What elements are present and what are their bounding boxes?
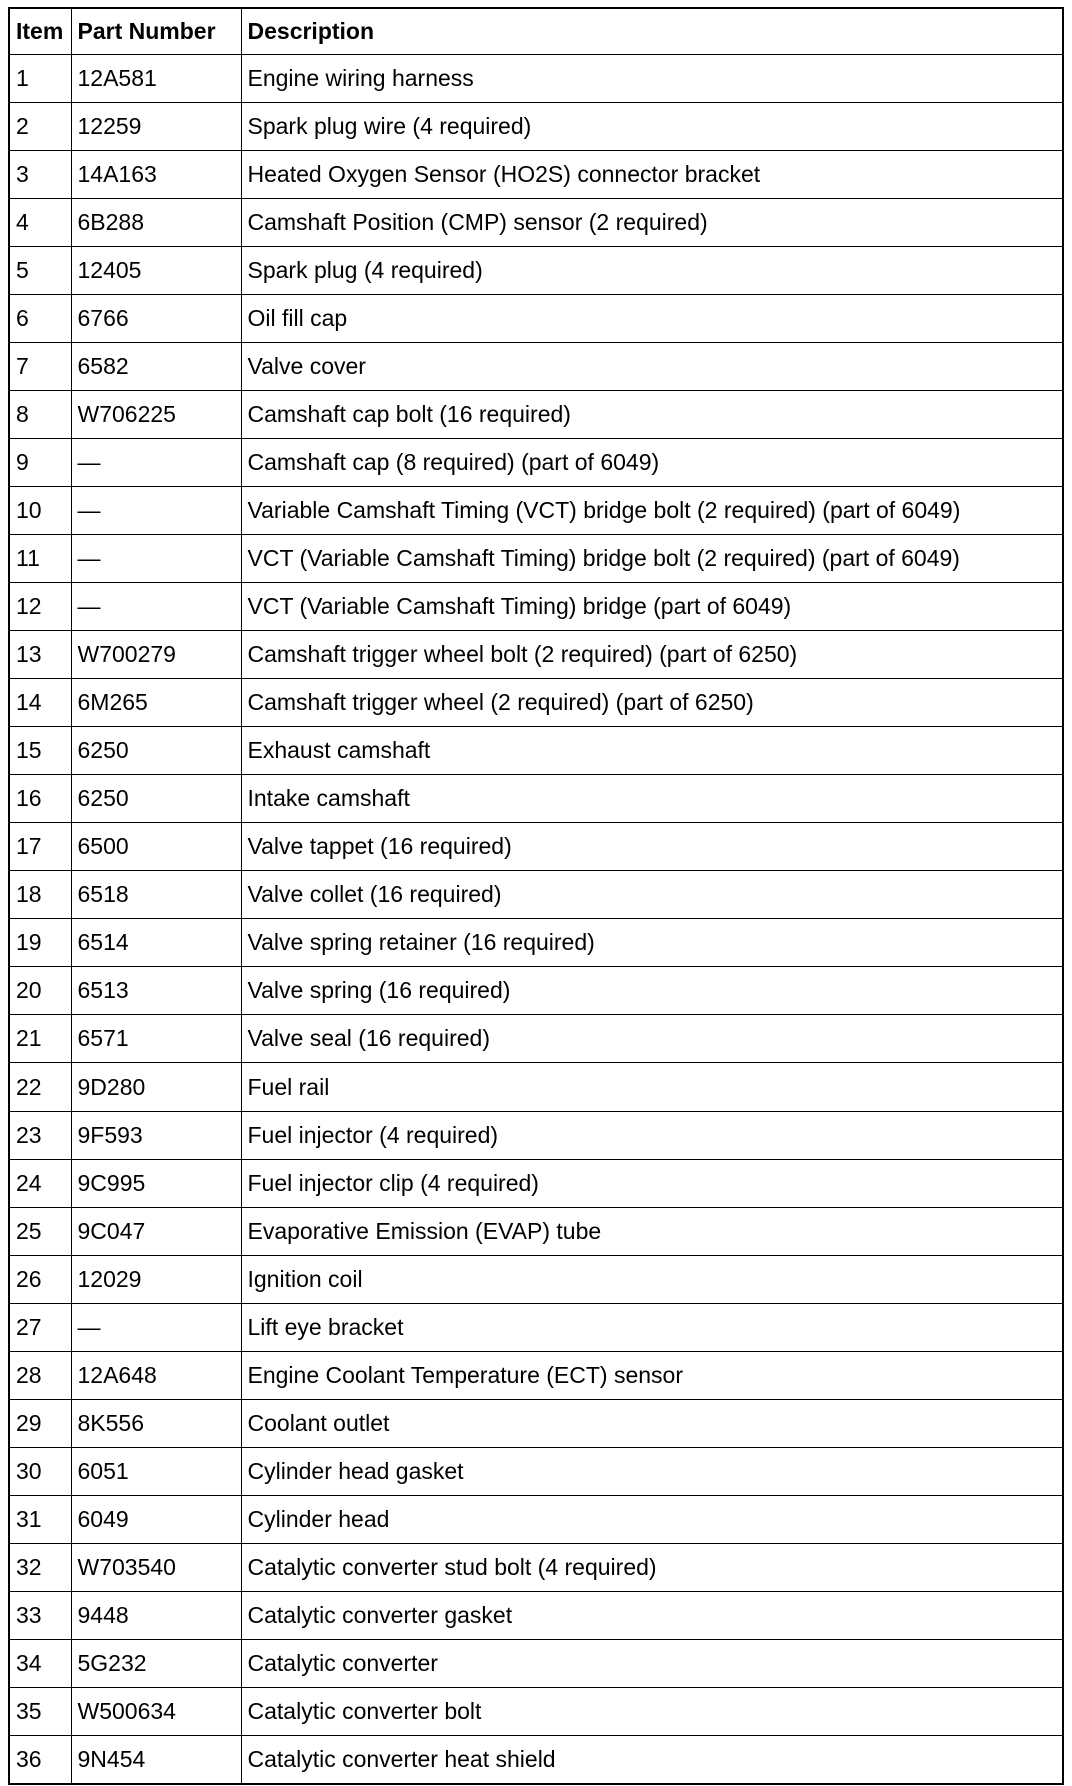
part-number-cell: 6B288 [71,198,241,246]
parts-table [8,7,1064,1785]
description-cell: Valve spring (16 required) [241,967,1063,1015]
description-cell: Oil fill cap [241,294,1063,342]
item-cell: 27 [9,1303,71,1351]
item-cell: 31 [9,1495,71,1543]
part-number-cell: 5G232 [71,1640,241,1688]
description-cell: Ignition coil [241,1255,1063,1303]
table-row [9,631,1063,679]
description-cell: Fuel rail [241,1063,1063,1111]
part-number-cell: 6250 [71,775,241,823]
part-number-cell: 8K556 [71,1399,241,1447]
description-cell: VCT (Variable Camshaft Timing) bridge bolt (2 required) (part of 6049) [241,534,1063,582]
table-row [9,102,1063,150]
table-body [9,54,1063,1784]
item-cell: 18 [9,871,71,919]
description-cell: Cylinder head [241,1495,1063,1543]
table-row [9,1495,1063,1543]
table-row [9,967,1063,1015]
item-cell: 4 [9,198,71,246]
part-number-cell: — [71,583,241,631]
column-header-part-number: Part Number [71,8,241,54]
part-number-cell: W706225 [71,390,241,438]
table-row [9,294,1063,342]
item-cell: 24 [9,1159,71,1207]
item-cell: 35 [9,1688,71,1736]
table-row [9,54,1063,102]
table-row [9,438,1063,486]
item-cell: 5 [9,246,71,294]
item-cell: 7 [9,342,71,390]
table-row [9,1063,1063,1111]
item-cell: 16 [9,775,71,823]
description-cell: Valve spring retainer (16 required) [241,919,1063,967]
item-cell: 14 [9,679,71,727]
item-cell: 9 [9,438,71,486]
item-cell: 1 [9,54,71,102]
part-number-cell: 12029 [71,1255,241,1303]
column-header-item: Item [9,8,71,54]
table-row [9,1111,1063,1159]
item-cell: 17 [9,823,71,871]
item-cell: 32 [9,1543,71,1591]
description-cell: Valve seal (16 required) [241,1015,1063,1063]
table-row [9,1447,1063,1495]
item-cell: 30 [9,1447,71,1495]
description-cell: Spark plug wire (4 required) [241,102,1063,150]
part-number-cell: 6049 [71,1495,241,1543]
item-cell: 10 [9,486,71,534]
item-cell: 19 [9,919,71,967]
table-row [9,1207,1063,1255]
part-number-cell: 9D280 [71,1063,241,1111]
part-number-cell: — [71,438,241,486]
part-number-cell: 6500 [71,823,241,871]
description-cell: Spark plug (4 required) [241,246,1063,294]
table-row [9,150,1063,198]
table-row [9,1688,1063,1736]
part-number-cell: W703540 [71,1543,241,1591]
part-number-cell: 12405 [71,246,241,294]
item-cell: 15 [9,727,71,775]
part-number-cell: 6250 [71,727,241,775]
part-number-cell: 12259 [71,102,241,150]
part-number-cell: 6582 [71,342,241,390]
table-row [9,727,1063,775]
description-cell: Variable Camshaft Timing (VCT) bridge bolt (2 required) (part of 6049) [241,486,1063,534]
table-row [9,1015,1063,1063]
item-cell: 3 [9,150,71,198]
table-row [9,198,1063,246]
item-cell: 28 [9,1351,71,1399]
description-cell: Camshaft trigger wheel (2 required) (part of 6250) [241,679,1063,727]
table-row [9,919,1063,967]
part-number-cell: 9448 [71,1592,241,1640]
table-row [9,1736,1063,1784]
part-number-cell: 6M265 [71,679,241,727]
item-cell: 29 [9,1399,71,1447]
part-number-cell: 6513 [71,967,241,1015]
description-cell: Fuel injector (4 required) [241,1111,1063,1159]
item-cell: 36 [9,1736,71,1784]
part-number-cell: 6518 [71,871,241,919]
part-number-cell: 6766 [71,294,241,342]
item-cell: 20 [9,967,71,1015]
description-cell: Catalytic converter gasket [241,1592,1063,1640]
item-cell: 21 [9,1015,71,1063]
item-cell: 33 [9,1592,71,1640]
description-cell: Camshaft Position (CMP) sensor (2 required) [241,198,1063,246]
table-row [9,1351,1063,1399]
table-row [9,390,1063,438]
description-cell: Exhaust camshaft [241,727,1063,775]
description-cell: Engine Coolant Temperature (ECT) sensor [241,1351,1063,1399]
part-number-cell: 6571 [71,1015,241,1063]
table-row [9,1303,1063,1351]
description-cell: Evaporative Emission (EVAP) tube [241,1207,1063,1255]
description-cell: Intake camshaft [241,775,1063,823]
description-cell: Heated Oxygen Sensor (HO2S) connector bracket [241,150,1063,198]
item-cell: 23 [9,1111,71,1159]
column-header-description: Description [241,8,1063,54]
table-row [9,775,1063,823]
description-cell: Valve tappet (16 required) [241,823,1063,871]
table-row [9,1543,1063,1591]
part-number-cell: 12A581 [71,54,241,102]
part-number-cell: 9C047 [71,1207,241,1255]
table-row [9,1592,1063,1640]
part-number-cell: 14A163 [71,150,241,198]
item-cell: 13 [9,631,71,679]
item-cell: 26 [9,1255,71,1303]
description-cell: Fuel injector clip (4 required) [241,1159,1063,1207]
part-number-cell: — [71,1303,241,1351]
table-row [9,1399,1063,1447]
part-number-cell: 9N454 [71,1736,241,1784]
part-number-cell: 12A648 [71,1351,241,1399]
part-number-cell: W500634 [71,1688,241,1736]
description-cell: Valve cover [241,342,1063,390]
item-cell: 22 [9,1063,71,1111]
table-row [9,583,1063,631]
item-cell: 2 [9,102,71,150]
part-number-cell: 6514 [71,919,241,967]
part-number-cell: — [71,534,241,582]
table-row [9,1255,1063,1303]
description-cell: Camshaft cap bolt (16 required) [241,390,1063,438]
table-row [9,534,1063,582]
description-cell: Camshaft cap (8 required) (part of 6049) [241,438,1063,486]
item-cell: 11 [9,534,71,582]
item-cell: 34 [9,1640,71,1688]
table-row [9,871,1063,919]
description-cell: Catalytic converter bolt [241,1688,1063,1736]
part-number-cell: 9C995 [71,1159,241,1207]
description-cell: Cylinder head gasket [241,1447,1063,1495]
description-cell: Camshaft trigger wheel bolt (2 required) (part of 6250) [241,631,1063,679]
table-row [9,1640,1063,1688]
description-cell: VCT (Variable Camshaft Timing) bridge (part of 6049) [241,583,1063,631]
table-row [9,246,1063,294]
part-number-cell: 6051 [71,1447,241,1495]
part-number-cell: 9F593 [71,1111,241,1159]
table-header-row [9,8,1063,54]
table-row [9,679,1063,727]
table-row [9,823,1063,871]
description-cell: Valve collet (16 required) [241,871,1063,919]
item-cell: 12 [9,583,71,631]
description-cell: Coolant outlet [241,1399,1063,1447]
description-cell: Catalytic converter heat shield [241,1736,1063,1784]
description-cell: Engine wiring harness [241,54,1063,102]
part-number-cell: W700279 [71,631,241,679]
item-cell: 6 [9,294,71,342]
table-row [9,342,1063,390]
part-number-cell: — [71,486,241,534]
table-row [9,1159,1063,1207]
description-cell: Catalytic converter [241,1640,1063,1688]
description-cell: Catalytic converter stud bolt (4 required) [241,1543,1063,1591]
item-cell: 25 [9,1207,71,1255]
item-cell: 8 [9,390,71,438]
table-row [9,486,1063,534]
description-cell: Lift eye bracket [241,1303,1063,1351]
